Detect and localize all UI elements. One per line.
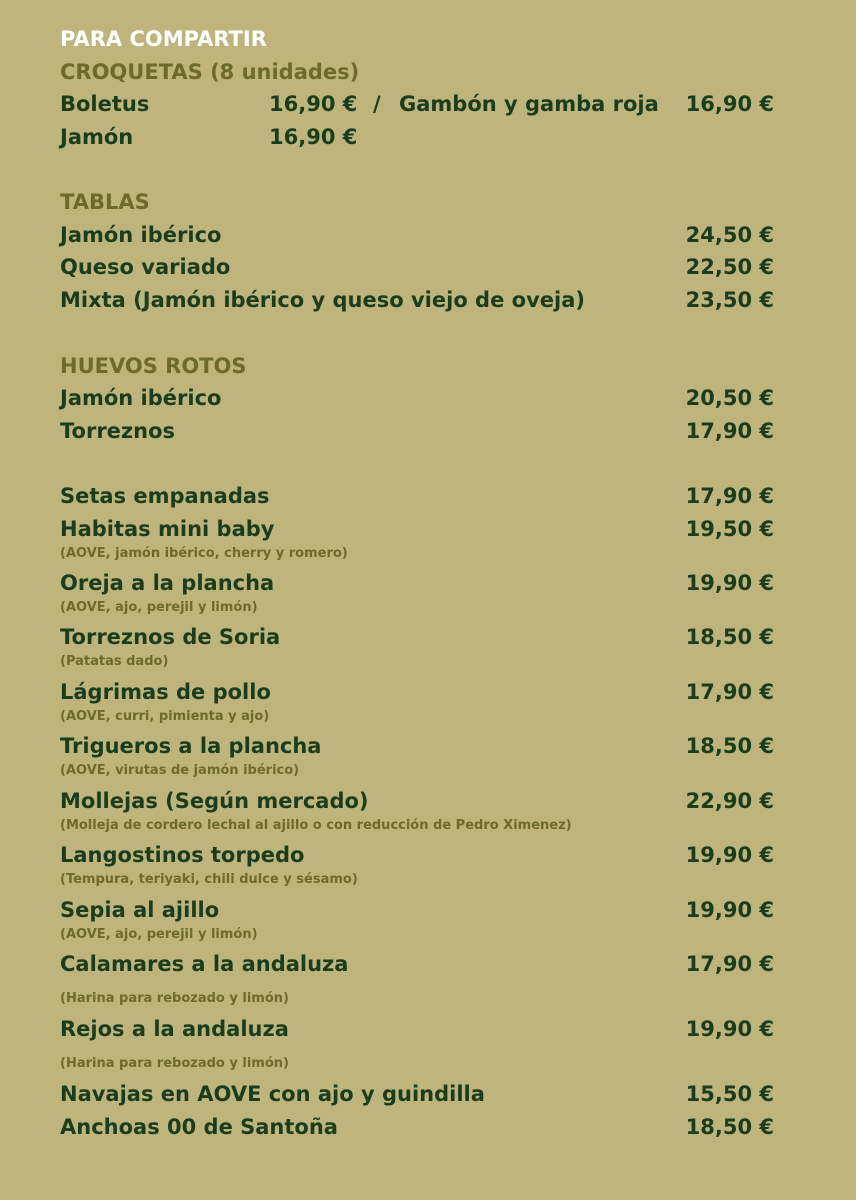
croqueta-separator: / [373, 92, 381, 116]
racion-item-note: (Tempura, teriyaki, chili dulce y sésamo) [60, 872, 358, 887]
huevos-item-price: 17,90 € [685, 419, 774, 443]
racion-item-name: Anchoas 00 de Santoña [60, 1115, 338, 1139]
croqueta-jamon-price: 16,90 € [269, 125, 358, 149]
croqueta-boletus-name: Boletus [60, 92, 150, 116]
racion-item-price: 17,90 € [685, 680, 774, 704]
huevos-title: HUEVOS ROTOS [60, 354, 247, 378]
croqueta-gambon-name: Gambón y gamba roja [399, 92, 659, 116]
menu-page [60, 0, 780, 1200]
racion-item-name: Setas empanadas [60, 484, 270, 508]
racion-item-note: (Harina para rebozado y limón) [60, 991, 289, 1006]
racion-item-price: 18,50 € [685, 1115, 774, 1139]
racion-item-name: Habitas mini baby [60, 517, 275, 541]
racion-item-name: Sepia al ajillo [60, 898, 220, 922]
racion-item-price: 18,50 € [685, 734, 774, 758]
racion-item-price: 15,50 € [685, 1082, 774, 1106]
racion-item-name: Rejos a la andaluza [60, 1017, 289, 1041]
racion-item-price: 19,90 € [685, 1017, 774, 1041]
racion-item-name: Torreznos de Soria [60, 625, 281, 649]
tablas-title: TABLAS [60, 190, 150, 214]
huevos-item-name: Torreznos [60, 419, 176, 443]
racion-item-name: Calamares a la andaluza [60, 952, 349, 976]
tabla-item-name: Jamón ibérico [60, 223, 222, 247]
section-title-para-compartir: PARA COMPARTIR [60, 27, 267, 51]
racion-item-note: (AOVE, ajo, perejil y limón) [60, 927, 258, 942]
racion-item-price: 19,90 € [685, 843, 774, 867]
racion-item-price: 17,90 € [685, 952, 774, 976]
racion-item-name: Trigueros a la plancha [60, 734, 322, 758]
croqueta-gambon-price: 16,90 € [685, 92, 774, 116]
racion-item-note: (AOVE, ajo, perejil y limón) [60, 600, 258, 615]
racion-item-price: 19,50 € [685, 517, 774, 541]
racion-item-name: Lágrimas de pollo [60, 680, 271, 704]
racion-item-name: Oreja a la plancha [60, 571, 275, 595]
croquetas-title: CROQUETAS (8 unidades) [60, 60, 360, 84]
racion-item-note: (AOVE, virutas de jamón ibérico) [60, 763, 300, 778]
racion-item-note: (Patatas dado) [60, 654, 169, 669]
racion-item-price: 18,50 € [685, 625, 774, 649]
racion-item-price: 17,90 € [685, 484, 774, 508]
racion-item-price: 19,90 € [685, 571, 774, 595]
racion-item-name: Langostinos torpedo [60, 843, 305, 867]
racion-item-note: (Molleja de cordero lechal al ajillo o con reducción de Pedro Ximenez) [60, 818, 572, 833]
tabla-item-name: Mixta (Jamón ibérico y queso viejo de oveja) [60, 288, 585, 312]
racion-item-name: Navajas en AOVE con ajo y guindilla [60, 1082, 485, 1106]
huevos-item-price: 20,50 € [685, 386, 774, 410]
racion-item-price: 19,90 € [685, 898, 774, 922]
tabla-item-price: 24,50 € [685, 223, 774, 247]
racion-item-note: (AOVE, jamón ibérico, cherry y romero) [60, 546, 348, 561]
racion-item-price: 22,90 € [685, 789, 774, 813]
croqueta-jamon-name: Jamón [60, 125, 134, 149]
racion-item-note: (AOVE, curri, pimienta y ajo) [60, 709, 270, 724]
racion-item-name: Mollejas (Según mercado) [60, 789, 369, 813]
croqueta-boletus-price: 16,90 € [269, 92, 358, 116]
tabla-item-price: 22,50 € [685, 255, 774, 279]
racion-item-note: (Harina para rebozado y limón) [60, 1056, 289, 1071]
tabla-item-price: 23,50 € [685, 288, 774, 312]
huevos-item-name: Jamón ibérico [60, 386, 222, 410]
tabla-item-name: Queso variado [60, 255, 231, 279]
